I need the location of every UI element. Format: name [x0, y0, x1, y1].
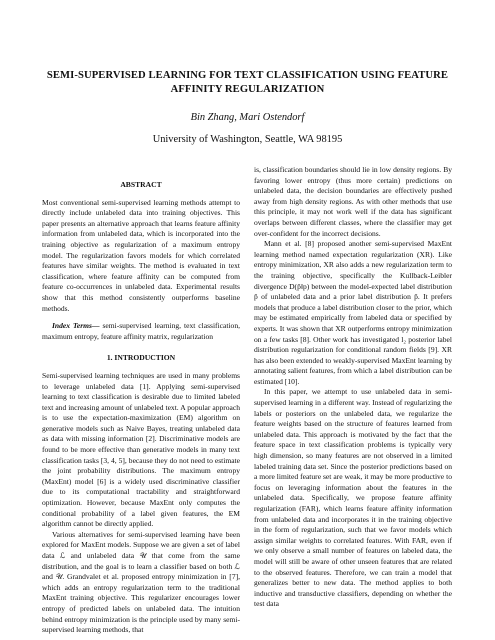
intro-paragraph-2-continued: is, classification boundaries should lie in low density regions. By favoring lower entropy (thus more certain) predictions on unlabeled data, the decision boundaries are effectively pushed away from high density regions. As with other methods that use this principle, it may not work well if the data has significant overlaps between different classes, where the classifier may get over-confident for the incorrect decisions.	[254, 165, 452, 238]
title-line-2: AFFINITY REGULARIZATION	[170, 84, 325, 95]
title-line-1: SEMI-SUPERVISED LEARNING FOR TEXT CLASSIFICATION USING FEATURE	[46, 70, 449, 81]
left-column	[42, 180, 240, 636]
intro-paragraph-1: Semi-supervised learning techniques are used in many problems to leverage unlabeled data [1]. Applying semi-supervised learning to text classification is desirable due to limited labeled text and increasing amount of unlabeled text. A popular approach is to use the expectation-maximization (EM) algorithm on generative models such as Naive Bayes, treating unlabeled data as data with missing information [2]. Discriminative models are found to be more effective than generative models in many text classification tasks [3, 4, 5], because they do not need to estimate the joint probability distributions. The maximum entropy (MaxEnt) model [6] is a widely used discriminative classifier due to its computational tractability and straightforward optimization. However, because MaxEnt only computes the conditional probability of a label given features, the EM algorithm cannot be directly applied.	[42, 370, 240, 529]
abstract-heading: ABSTRACT	[120, 180, 162, 189]
intro-paragraph-2: Various alternatives for semi-supervised learning have been explored for MaxEnt models. Suppose we are given a set of label data ℒ and unlabeled data 𝒰 that come from the same distribution, and the goal is to learn a classifier based on both ℒ and 𝒰. Grandvalet et al. proposed entropy minimization in [7], which adds an entropy regularization term to the traditional MaxEnt training objective. This regularizer encourages lower entropy of predicted labels on unlabeled data. The intuition behind entropy minimization is the principle used by many semi-supervised learning methods, that	[42, 529, 240, 635]
intro-paragraph-3: Mann et al. [8] proposed another semi-supervised MaxEnt learning method named expectation regularization (XR). Like entropy minimization, XR also adds a new regularization term to the training objective, specifically the Kullback-Leibler divergence D(p̃‖p) between the model-expected label distribution p̂ of unlabeled data and a prior label distribution p̃. It prefers models that produce a label distribution closer to the prior, which may be estimated empirically from labeled data or specified by experts. It was shown that XR outperforms entropy minimization on a few tasks [8]. Other work has investigated l₂ posterior label distribution regularization for conditional random fields [9]. XR has also been extended to weakly-supervised MaxEnt learning by annotating salient features, from which a label distribution can be estimated [10].	[254, 239, 452, 386]
index-terms-text: semi-supervised learning, text classification, maximum entropy, feature affinity matrix, regularization	[42, 321, 240, 341]
abstract-text: Most conventional semi-supervised learning methods attempt to directly include unlabeled data into training objectives. This paper presents an alternative approach that learns feature affinity information from unlabeled data, which is incorporated into the training objective as regularization of a maximum entropy model. The regularization favors models for which correlated features have similar weights. The method is evaluated in text classification, where feature affinity can be computed from feature co-occurrences in unlabeled data. Experimental results show that this method consistently outperforms baseline methods.	[42, 197, 240, 313]
index-terms	[42, 321, 240, 342]
right-column	[254, 165, 452, 610]
affiliation: University of Washington, Seattle, WA 98195	[152, 134, 343, 145]
intro-paragraph-4: In this paper, we attempt to use unlabeled data in semi-supervised learning in a different way. Instead of regularizing the labels or posteriors on the unlabeled data, we regularize the feature weights based on the structure of features learned from unlabeled data. This approach is motivated by the fact that the feature space in text classification problems is typically very high dimension, so many features are not observed in a limited labeled training data set. Since the posterior predictions based on a more limited feature set are weak, it may be more productive to focus on leveraging information about the features in the unlabeled data. Specifically, we propose feature affinity regularization (FAR), which learns feature affinity information from unlabeled data and incorporates it in the training objective in the form of regularization, such that we favor models which assign similar weights to correlated features. With FAR, even if we only observe a small number of features on labeled data, the model will still be aware of other unseen features that are related to the observed features. Therefore, we can train a model that generalizes better to new data. The method applies to both inductive and transductive classifiers, depending on whether the test data	[254, 387, 452, 609]
index-terms-label: Index Terms—	[52, 321, 100, 331]
introduction-heading: 1. INTRODUCTION	[106, 353, 176, 363]
authors: Bin Zhang, Mari Ostendorf	[190, 112, 305, 123]
paper-title	[0, 69, 495, 97]
